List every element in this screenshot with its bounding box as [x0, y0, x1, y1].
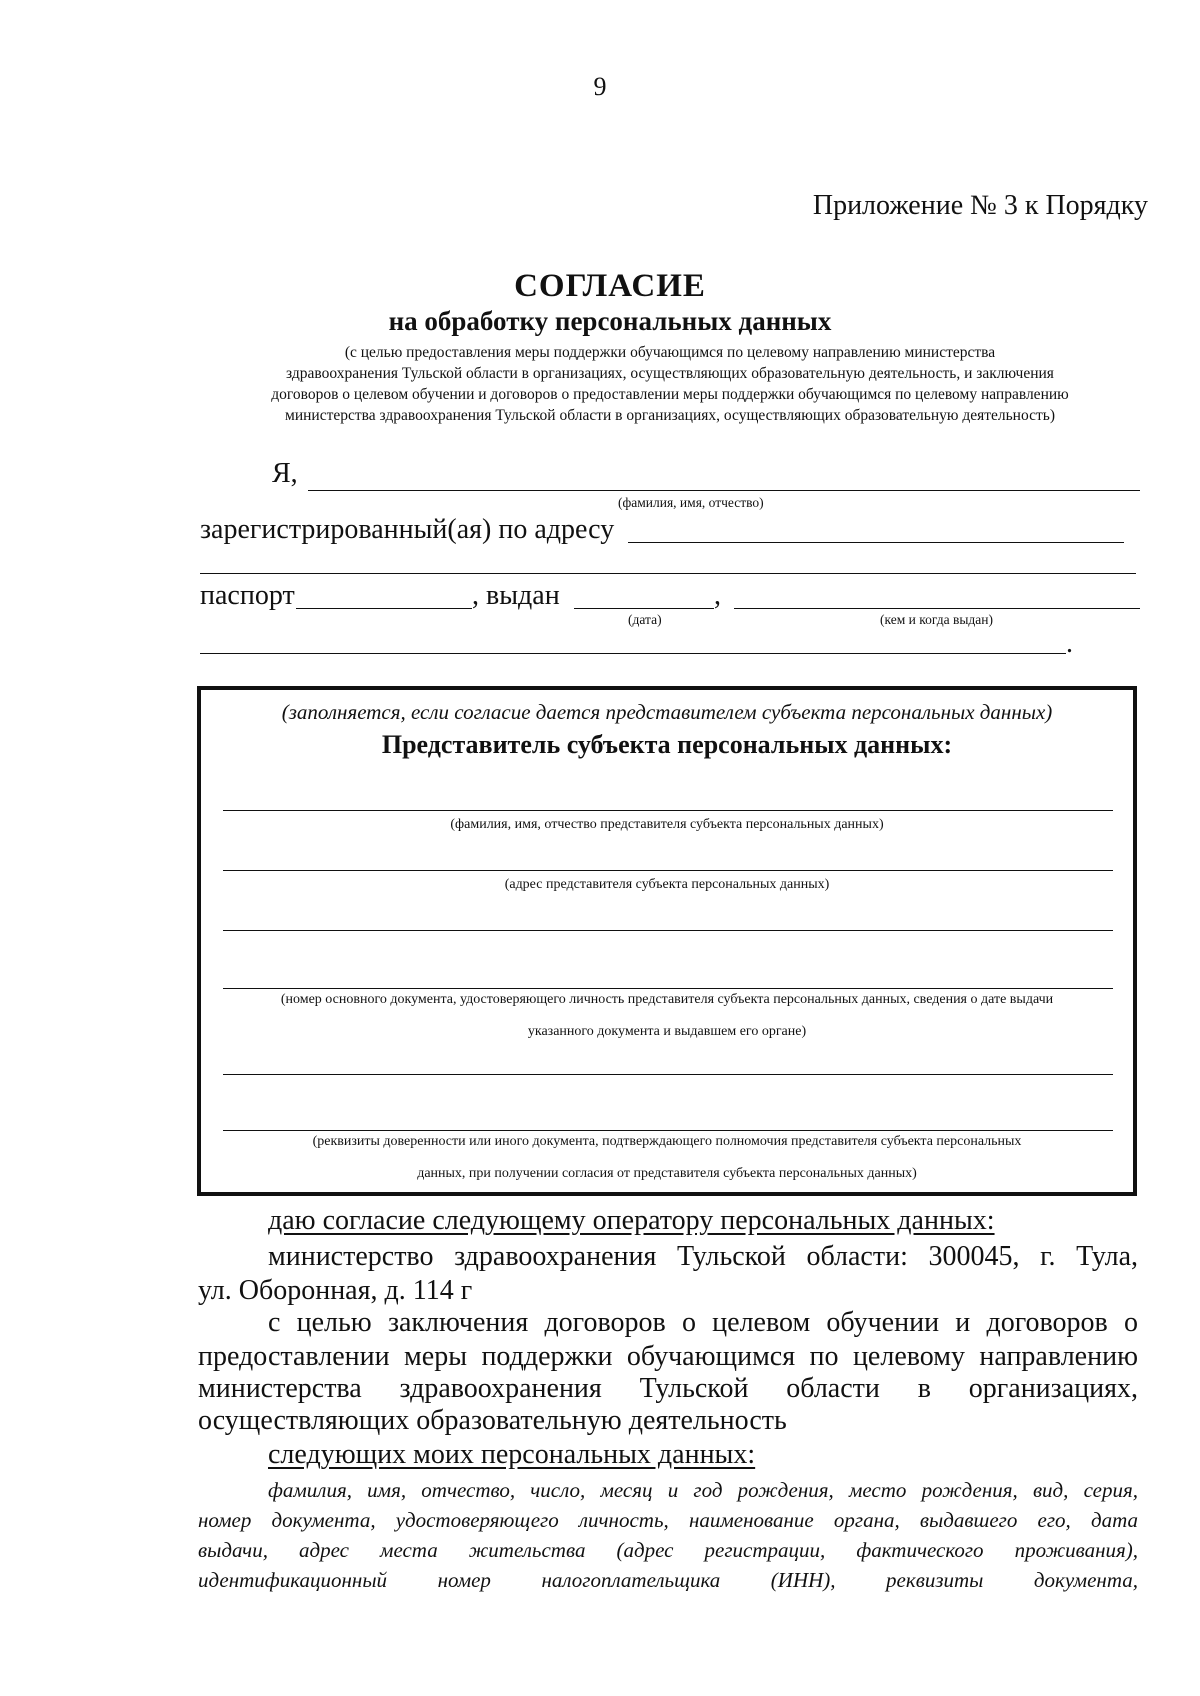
representative-title: Представитель субъекта персональных данных:: [381, 730, 953, 759]
document-subtitle: на обработку персональных данных: [388, 306, 832, 336]
passport-number-field[interactable]: [296, 608, 472, 609]
passport-label: паспорт: [200, 580, 295, 611]
representative-document-hint: (номер основного документа, удостоверяющего личность представителя субъекта персональных данных, сведения о дате выдачи: [280, 992, 1054, 1007]
address-field-continued[interactable]: [200, 573, 1136, 574]
representative-box: [197, 686, 1137, 1196]
purpose-paragraph-line: осуществляющих образовательную деятельность: [198, 1405, 787, 1436]
data-list-line: номер документа, удостоверяющего личность, наименование органа, выдавшего его, дата: [198, 1508, 1138, 1532]
data-list-line: выдачи, адрес места жительства (адрес регистрации, фактического проживания),: [198, 1538, 1138, 1562]
purpose-line: (с целью предоставления меры поддержки обучающимся по целевому направлению министерства: [344, 344, 996, 361]
purpose-line: министерства здравоохранения Тульской области в организациях, осуществляющих образовательную деятельность): [285, 407, 1055, 424]
date-hint: (дата): [628, 612, 662, 627]
issuer-field[interactable]: [734, 608, 1140, 609]
period: .: [1066, 628, 1073, 659]
representative-document-field[interactable]: [223, 930, 1113, 931]
data-heading: следующих моих персональных данных:: [268, 1439, 756, 1470]
representative-document-field-continued[interactable]: [223, 988, 1113, 989]
operator-heading: даю согласие следующему оператору персональных данных:: [268, 1205, 995, 1236]
fio-field[interactable]: [308, 490, 1140, 491]
issuer-field-continued[interactable]: [200, 653, 1066, 654]
purpose-line: здравоохранения Тульской области в организациях, осуществляющих образовательную деятельность, и заключения: [286, 365, 1054, 382]
document-title: СОГЛАСИЕ: [514, 268, 706, 304]
purpose-paragraph-line: предоставлении меры поддержки обучающимся по целевому направлению: [198, 1341, 1138, 1372]
purpose-paragraph-line: с целью заключения договоров о целевом обучении и договоров о: [268, 1307, 1138, 1338]
address-field[interactable]: [628, 542, 1124, 543]
issued-label: , выдан: [472, 580, 560, 611]
representative-document-hint: указанного документа и выдавшем его органе): [527, 1024, 807, 1039]
representative-proxy-hint: данных, при получении согласия от представителя субъекта персональных данных): [417, 1166, 917, 1181]
operator-line: ул. Оборонная, д. 114 г: [198, 1275, 473, 1306]
issuer-hint: (кем и когда выдан): [880, 612, 993, 627]
fio-hint: (фамилия, имя, отчество): [618, 495, 764, 510]
representative-fio-field[interactable]: [223, 810, 1113, 811]
representative-address-field[interactable]: [223, 870, 1113, 871]
data-list-line: идентификационный номер налогоплательщика (ИНН), реквизиты документа,: [198, 1568, 1138, 1592]
i-label: Я,: [272, 458, 298, 489]
representative-proxy-field[interactable]: [223, 1074, 1113, 1075]
issue-date-field[interactable]: [574, 608, 714, 609]
representative-note: (заполняется, если согласие дается представителем субъекта персональных данных): [281, 700, 1053, 724]
comma: ,: [714, 580, 721, 611]
data-list-line: фамилия, имя, отчество, число, месяц и год рождения, место рождения, вид, серия,: [268, 1478, 1138, 1502]
address-label: зарегистрированный(ая) по адресу: [200, 514, 615, 545]
representative-address-hint: (адрес представителя субъекта персональных данных): [504, 877, 830, 892]
purpose-note: [200, 342, 1140, 426]
purpose-paragraph-line: министерства здравоохранения Тульской области в организациях,: [198, 1373, 1138, 1404]
representative-fio-hint: (фамилия, имя, отчество представителя субъекта персональных данных): [450, 817, 884, 832]
purpose-line: договоров о целевом обучении и договоров о предоставлении меры поддержки обучающимся по целевому направлению: [271, 386, 1069, 403]
representative-proxy-field-continued[interactable]: [223, 1130, 1113, 1131]
representative-proxy-hint: (реквизиты доверенности или иного документа, подтверждающего полномочия представителя субъекта персональных: [312, 1134, 1022, 1149]
operator-line: министерство здравоохранения Тульской области: 300045, г. Тула,: [268, 1241, 1138, 1272]
page-number: 9: [593, 72, 607, 101]
appendix-label: Приложение № 3 к Порядку: [812, 190, 1148, 221]
